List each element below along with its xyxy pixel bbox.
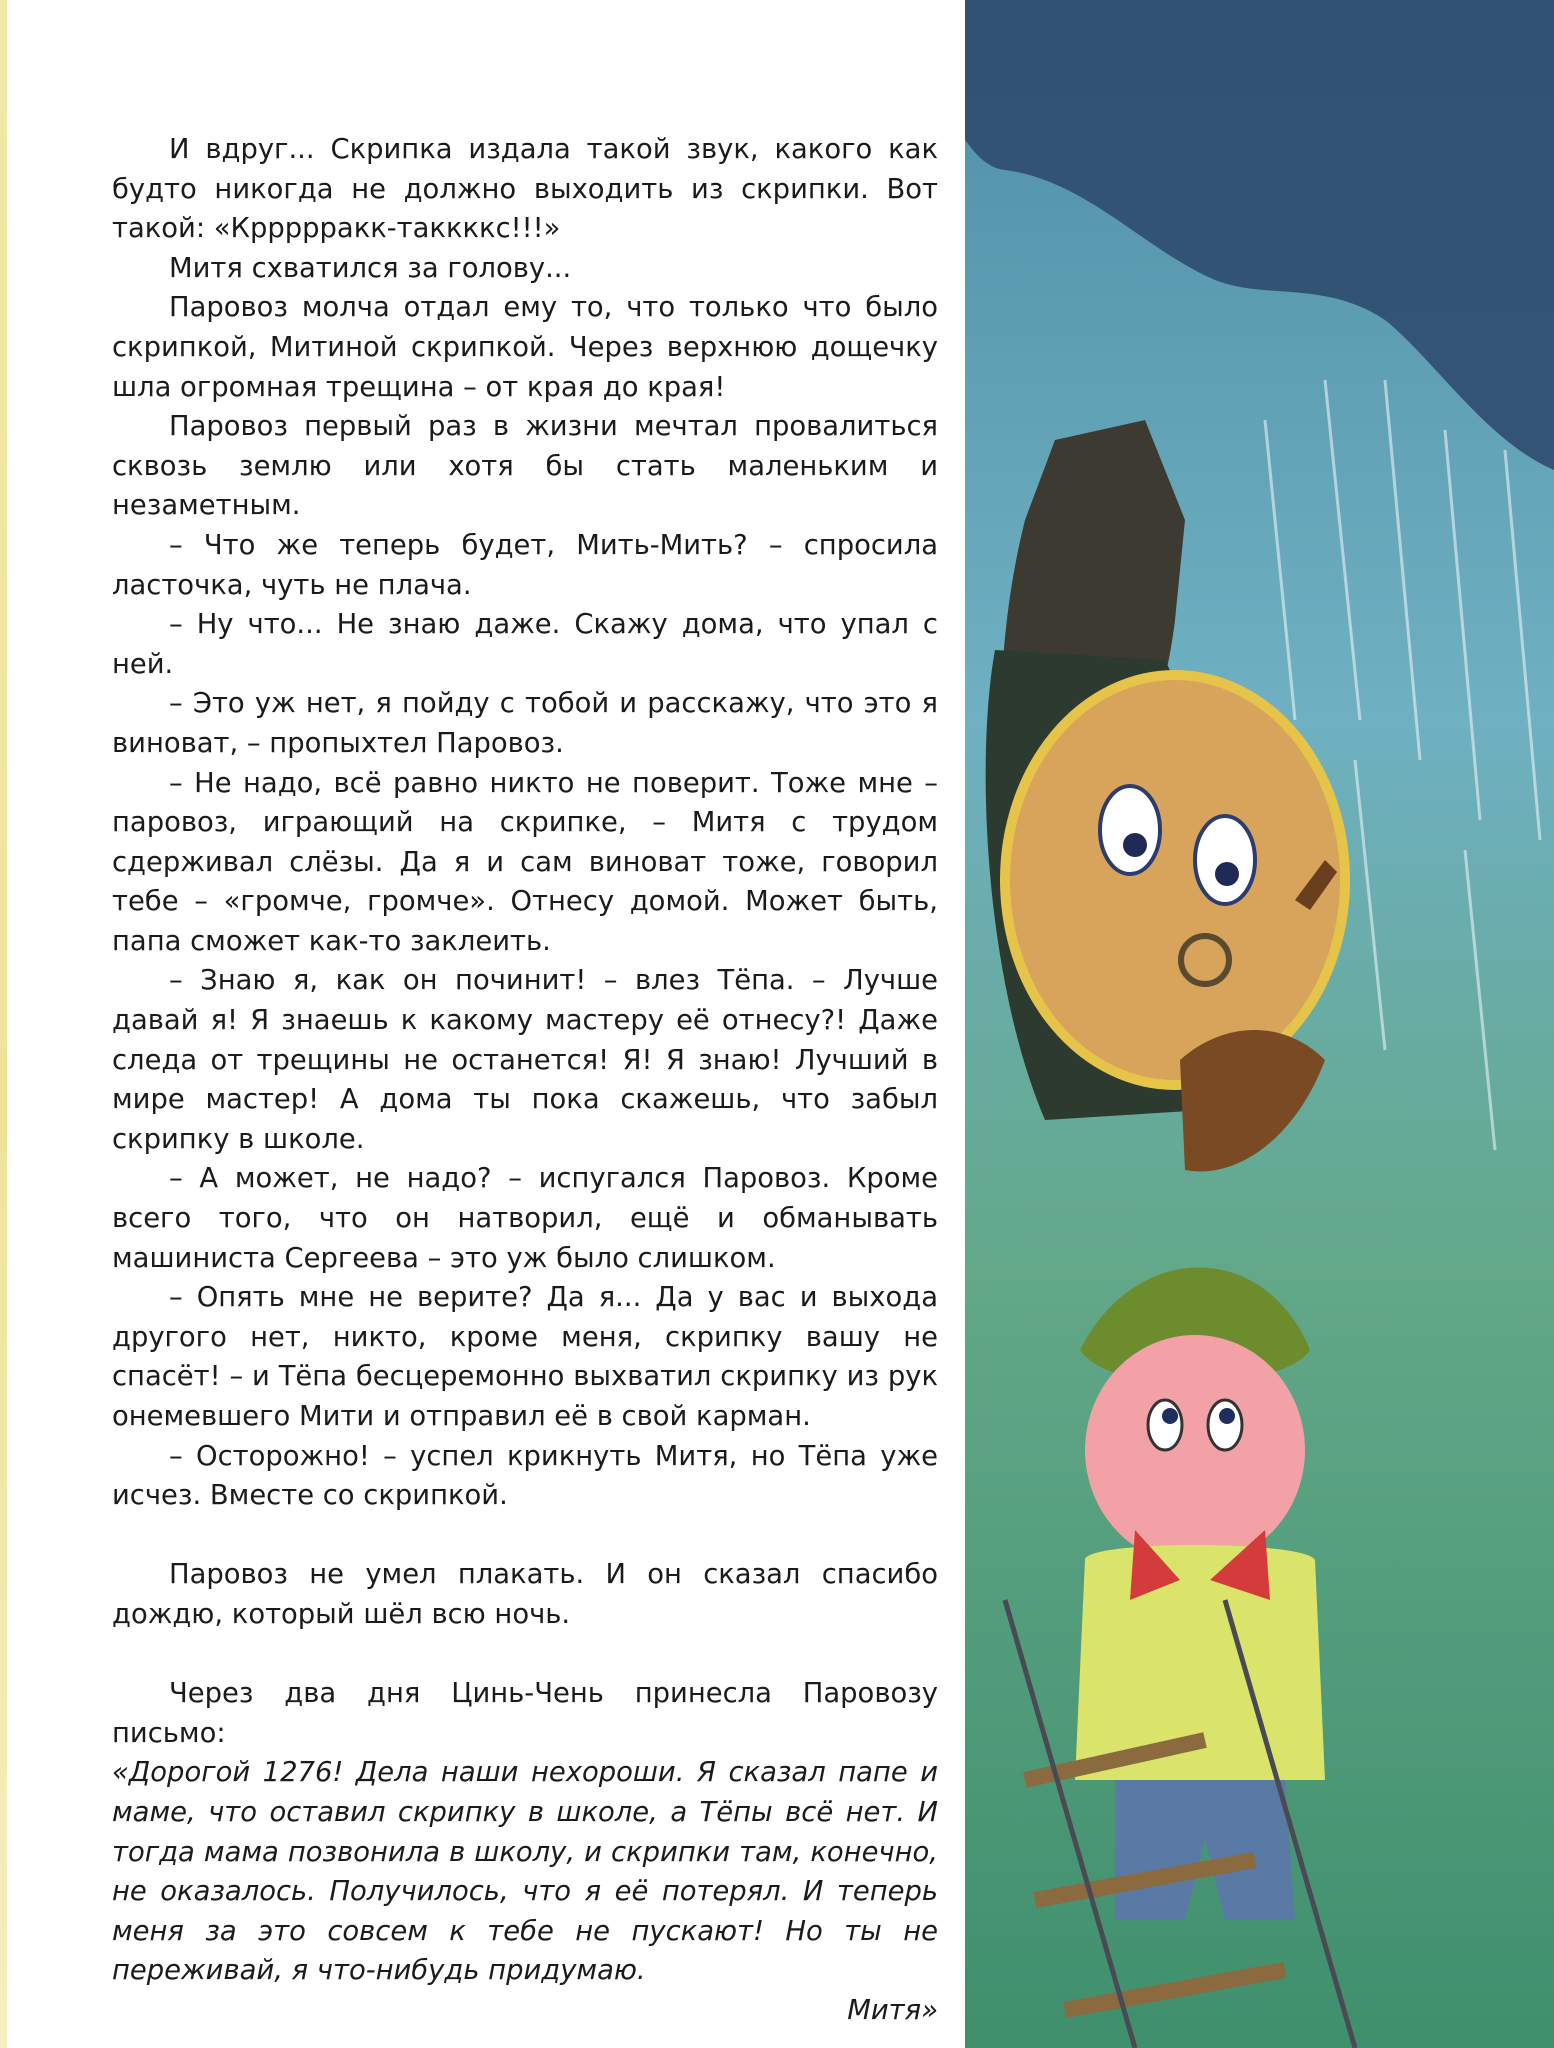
letter-intro: Через два дня Цинь-Чень принесла Паровозу письмо:	[112, 1678, 938, 1749]
paragraph: – Осторожно! – успел крикнуть Митя, но Тёпа уже исчез. Вместе со скрипкой.	[112, 1440, 938, 1512]
illustration-art	[965, 0, 1554, 2048]
locomotive-pupil-right	[1215, 862, 1239, 886]
letter-signature: Митя»	[847, 1994, 938, 2026]
locomotive-eye-right	[1195, 816, 1255, 904]
illustration-panel	[965, 0, 1554, 2048]
locomotive-face	[1005, 675, 1345, 1085]
locomotive-pupil-left	[1123, 833, 1147, 857]
paragraph: Митя схватился за голову...	[169, 252, 572, 284]
paragraph: – А может, не надо? – испугался Паровоз. Кроме всего того, что он натворил, ещё и обманывать машиниста Сергеева – это уж было слишком.	[112, 1163, 938, 1274]
boy-eye-right	[1208, 1400, 1242, 1450]
story-text	[112, 130, 938, 2031]
paragraph: – Что же теперь будет, Мить-Мить? – спросила ласточка, чуть не плача.	[112, 529, 938, 601]
paragraph: Паровоз первый раз в жизни мечтал провалиться сквозь землю или хотя бы стать маленьким и незаметным.	[112, 411, 938, 522]
boy-face	[1085, 1335, 1305, 1565]
paragraph: – Знаю я, как он починит! – влез Тёпа. – Лучше давай я! Я знаешь к какому мастеру её отнесу?! Даже следа от трещины не останется! Я! Я знаю! Лучший в мире мастер! А дома ты пока скажешь, что забыл скрипку в школе.	[112, 965, 938, 1155]
letter-body: «Дорогой 1276! Дела наши нехороши. Я сказал папе и маме, что оставил скрипку в школе, а Тёпы всё нет. И тогда мама позвонила в школу, и скрипки там, конечно, не оказалось. Получилось, что я её потерял. И теперь меня за это совсем к тебе не пускают! Но ты не переживай, я что-нибудь придумаю.	[112, 1757, 938, 1987]
paragraph: – Это уж нет, я пойду с тобой и расскажу, что это я виноват, – пропыхтел Паровоз.	[112, 688, 938, 759]
rain-paragraph: Паровоз не умел плакать. И он сказал спасибо дождю, который шёл всю ночь.	[112, 1559, 938, 1630]
paragraph: Паровоз молча отдал ему то, что только что было скрипкой, Митиной скрипкой. Через верхнюю дощечку шла огромная трещина – от края до края!	[112, 292, 938, 403]
boy-pupil-left	[1162, 1408, 1178, 1424]
page-edge-strip	[0, 0, 7, 2048]
boy-eye-left	[1148, 1400, 1182, 1450]
paragraph: – Ну что... Не знаю даже. Скажу дома, что упал с ней.	[112, 609, 938, 680]
paragraph: И вдруг... Скрипка издала такой звук, какого как будто никогда не должно выходить из скрипки. Вот такой: «Кррррракк-таккккс!!!»	[112, 134, 938, 245]
paragraph: – Не надо, всё равно никто не поверит. Тоже мне – паровоз, играющий на скрипке, – Митя с трудом сдерживал слёзы. Да я и сам виноват тоже, говорил тебе – «громче, громче». Отнесу домой. Может быть, папа сможет как-то заклеить.	[112, 767, 938, 957]
paragraph: – Опять мне не верите? Да я... Да у вас и выхода другого нет, никто, кроме меня, скрипку вашу не спасёт! – и Тёпа бесцеремонно выхватил скрипку из рук онемевшего Мити и отправил её в свой карман.	[112, 1282, 938, 1432]
boy-pupil-right	[1219, 1408, 1235, 1424]
locomotive-eye-left	[1100, 786, 1160, 874]
